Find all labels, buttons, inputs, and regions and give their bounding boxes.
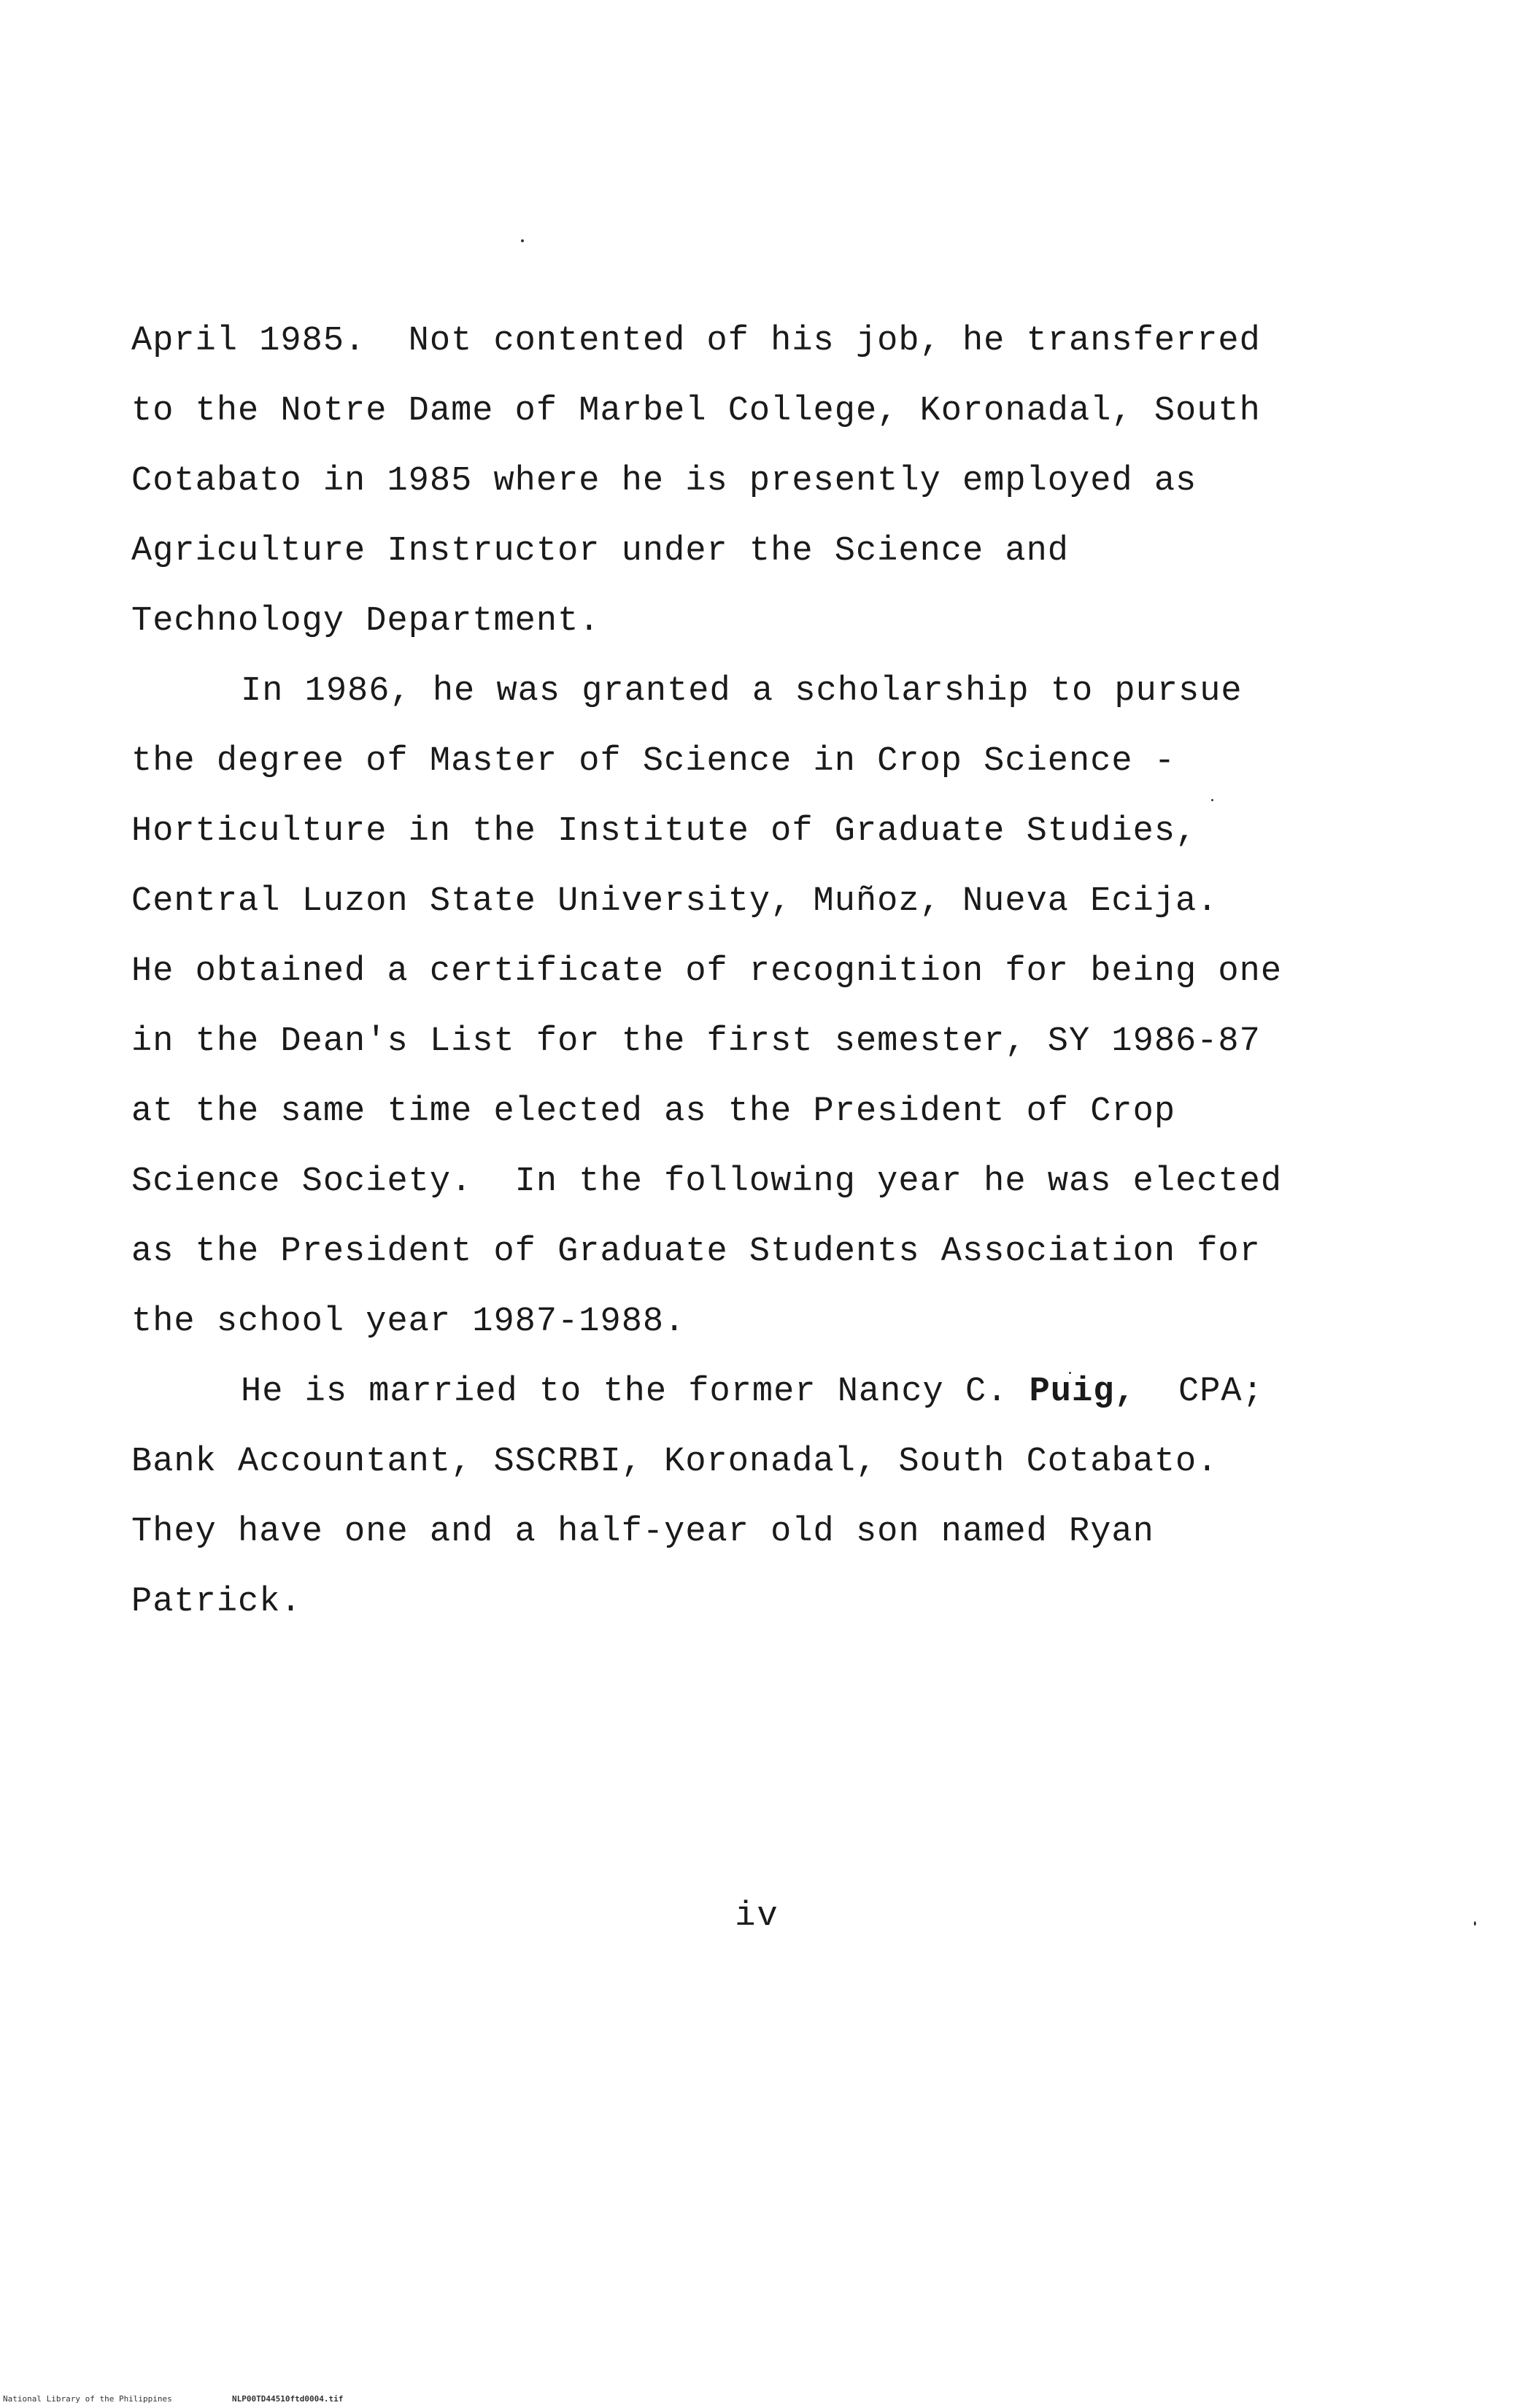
text-line: Horticulture in the Institute of Graduate Studies,: [131, 812, 1197, 851]
text-line: Agriculture Instructor under the Science and: [131, 532, 1070, 571]
text-line: Science Society. In the following year he was elected: [131, 1162, 1283, 1201]
text-line: Patrick.: [131, 1583, 302, 1621]
text-line: Cotabato in 1985 where he is presently employed as: [131, 462, 1197, 501]
library-credit: National Library of the Philippines: [3, 2394, 172, 2404]
text-segment: He is married to the former Nancy C.: [241, 1373, 1030, 1411]
text-line: at the same time elected as the President of Crop: [131, 1092, 1176, 1131]
text-line: Technology Department.: [131, 602, 600, 641]
text-line: He obtained a certificate of recognition for being one: [131, 952, 1283, 991]
text-line: to the Notre Dame of Marbel College, Koronadal, South: [131, 392, 1261, 431]
scan-speck: [521, 239, 524, 242]
text-segment: CPA;: [1135, 1373, 1264, 1411]
text-line: April 1985. Not contented of his job, he transferred: [131, 322, 1261, 360]
paragraph-start-line: In 1986, he was granted a scholarship to pursue: [241, 672, 1243, 711]
text-line: Central Luzon State University, Muñoz, Nueva Ecija.: [131, 882, 1218, 921]
text-line: in the Dean's List for the first semester, SY 1986-87: [131, 1022, 1261, 1061]
text-line: Bank Accountant, SSCRBI, Koronadal, South Cotabato.: [131, 1443, 1218, 1481]
file-code-text: NLP00TD44510ftd0004.tif: [232, 2394, 344, 2404]
text-line: as the President of Graduate Students Association for: [131, 1232, 1261, 1271]
surname-bold: Puig,: [1029, 1373, 1136, 1411]
scan-footer: [0, 2382, 1514, 2408]
text-line: the degree of Master of Science in Crop Science -: [131, 742, 1176, 781]
text-line: They have one and a half-year old son named Ryan: [131, 1513, 1154, 1551]
page-number: iv: [735, 1897, 779, 1936]
file-code: [232, 2394, 343, 2404]
body-text: [131, 306, 1328, 1637]
paragraph-start-line: [131, 1357, 1328, 1427]
text-line: the school year 1987-1988.: [131, 1303, 686, 1341]
